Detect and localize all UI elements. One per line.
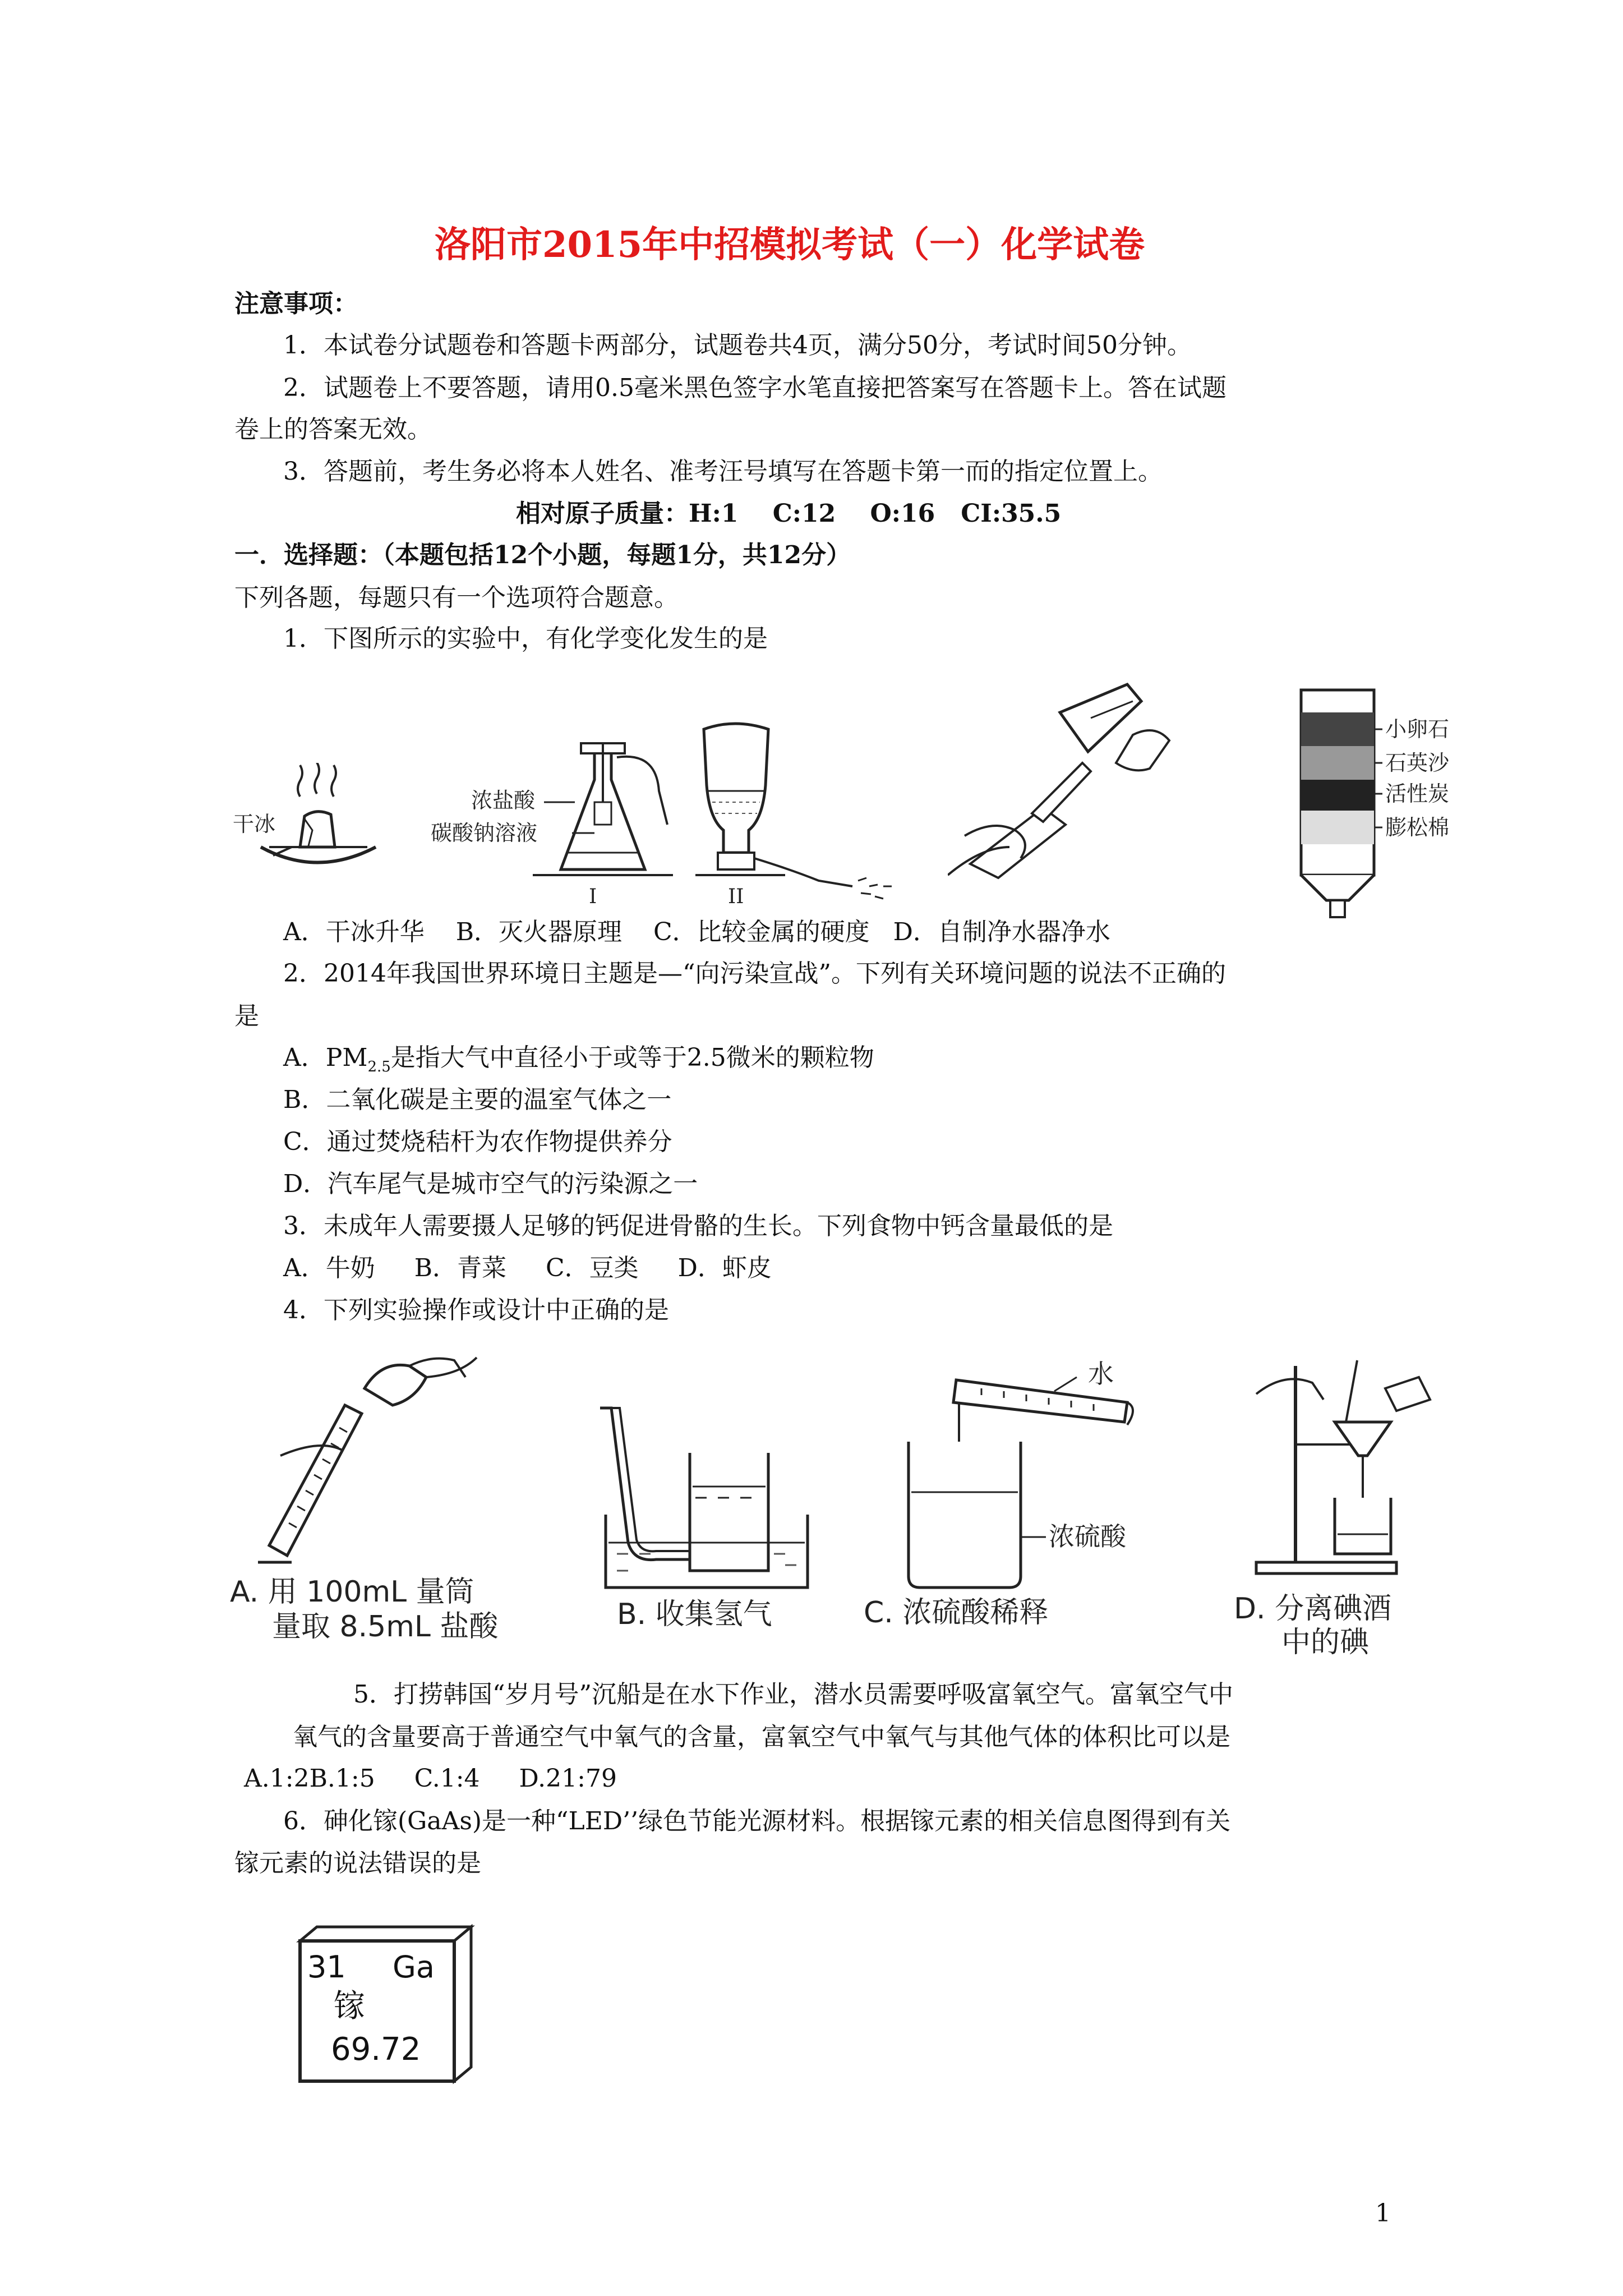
q2-stem-b: 是 — [234, 1002, 259, 1030]
section-intro: 下列各题，每题只有一个选项符合题意。 — [234, 583, 679, 612]
q1-figure-metal-hardness — [948, 679, 1172, 881]
cotton-label: 膨松棉 — [1385, 815, 1450, 840]
carbon-label: 活性炭 — [1385, 781, 1450, 806]
page-number: 1 — [1375, 2199, 1391, 2228]
q4-figure-b-gas-collection — [594, 1402, 852, 1627]
q1-figure-dry-ice — [233, 763, 407, 886]
q1-figure-water-purifier — [1284, 679, 1469, 926]
note-3: 3．答题前，考生务必将本人姓名、准考汪号填写在答题卡第一而的指定位置上。 — [283, 457, 1163, 486]
q4-caption-a1: A. 用 100mL 量筒 — [230, 1575, 474, 1609]
q5-stem-b: 氧气的含量要高于普通空气中氧气的含量，富氧空气中氧气与其他气体的体积比可以是 — [293, 1723, 1230, 1751]
note-2b: 卷上的答案无效。 — [234, 415, 432, 444]
q3-stem: 3．未成年人需要摄人足够的钙促进骨骼的生长。下列食物中钙含量最低的是 — [283, 1212, 1113, 1240]
q2-option-a-sub: 2.5 — [367, 1058, 391, 1075]
quartz-label: 石英沙 — [1385, 751, 1450, 775]
dry-ice-label: 干冰 — [233, 812, 276, 836]
roman-i-label: I — [589, 885, 597, 908]
q5-options: A.1:2B.1:5 C.1:4 D.21:79 — [244, 1764, 617, 1793]
acid-label: 浓硫酸 — [1049, 1521, 1126, 1552]
hcl-label: 浓盐酸 — [471, 788, 536, 813]
q4-figure-a-cylinder — [224, 1343, 538, 1646]
q1-figure-extinguisher — [426, 718, 909, 931]
q4-caption-b: B. 收集氢气 — [617, 1598, 772, 1627]
na2co3-label: 碳酸钠溶液 — [431, 821, 538, 845]
notes-heading: 注意事项： — [234, 289, 358, 318]
q4-caption-c: C. 浓硫酸稀释 — [864, 1596, 1049, 1627]
q4-figure-c-dilution — [852, 1358, 1166, 1627]
q2-option-c: C．通过焚烧秸杆为农作物提供养分 — [283, 1128, 672, 1156]
q4-caption-a2: 量取 8.5mL 盐酸 — [272, 1610, 499, 1644]
note-1: 1．本试卷分试题卷和答题卡两部分，试题卷共4页，满分50分，考试时间50分钟。 — [283, 331, 1192, 360]
atomic-number: 31 — [307, 1949, 346, 1985]
q2-option-d: D．汽车尾气是城市空气的污染源之一 — [283, 1170, 698, 1198]
atomic-mass: 69.72 — [331, 2031, 421, 2068]
q4-caption-d1: D. 分离碘酒 — [1234, 1592, 1392, 1626]
q6-stem-b: 镓元素的说法错误的是 — [234, 1849, 481, 1878]
q5-stem-a: 5．打捞韩国“岁月号”沉船是在水下作业，潜水员需要呼吸富氧空气。富氧空气中 — [353, 1680, 1233, 1709]
note-2a: 2．试题卷上不要答题，请用0.5毫米黑色签字水笔直接把答案写在答题卡上。答在试题 — [283, 374, 1227, 402]
element-name: 镓 — [334, 1988, 365, 2024]
q4-figure-d-filtration — [1223, 1355, 1469, 1669]
q3-options: A．牛奶 B．青菜 C．豆类 D．虾皮 — [283, 1254, 772, 1282]
atomic-masses: 相对原子质量：H:1 C:12 O:16 CI:35.5 — [516, 499, 1062, 528]
gallium-element-card — [292, 1924, 477, 2087]
q1-options: A．干冰升华 B．灭火器原理 C．比较金属的硬度 D．自制净水器净水 — [283, 918, 1110, 946]
q6-stem-a: 6．砷化镓(GaAs)是一种“LED’’绿色节能光源材料。根据镓元素的相关信息图得到有关 — [283, 1807, 1231, 1835]
exam-title: 洛阳市2015年中招模拟考试（一）化学试卷 — [435, 224, 1145, 266]
q2-stem-a: 2．2014年我国世界环境日主题是—“向污染宣战”。下列有关环境问题的说法不正确的 — [283, 959, 1226, 988]
element-symbol: Ga — [393, 1949, 435, 1985]
q2-option-b: B．二氧化碳是主要的温室气体之一 — [283, 1085, 672, 1114]
q1-stem: 1．下图所示的实验中，有化学变化发生的是 — [283, 624, 768, 653]
pebble-label: 小卵石 — [1385, 717, 1450, 742]
q2-option-a-pre: A．PM — [283, 1043, 368, 1072]
q2-option-a — [283, 1043, 874, 1082]
roman-ii-label: II — [728, 885, 744, 908]
q4-stem: 4．下列实验操作或设计中正确的是 — [283, 1296, 669, 1324]
q4-caption-d2: 中的碘 — [1281, 1626, 1370, 1659]
q2-option-a-post: 是指大气中直径小于或等于2.5微米的颗粒物 — [390, 1043, 874, 1072]
water-label: 水 — [1088, 1359, 1114, 1389]
section-heading: 一．选择题：（本题包括12个小题，每题1分，共12分） — [234, 541, 851, 569]
